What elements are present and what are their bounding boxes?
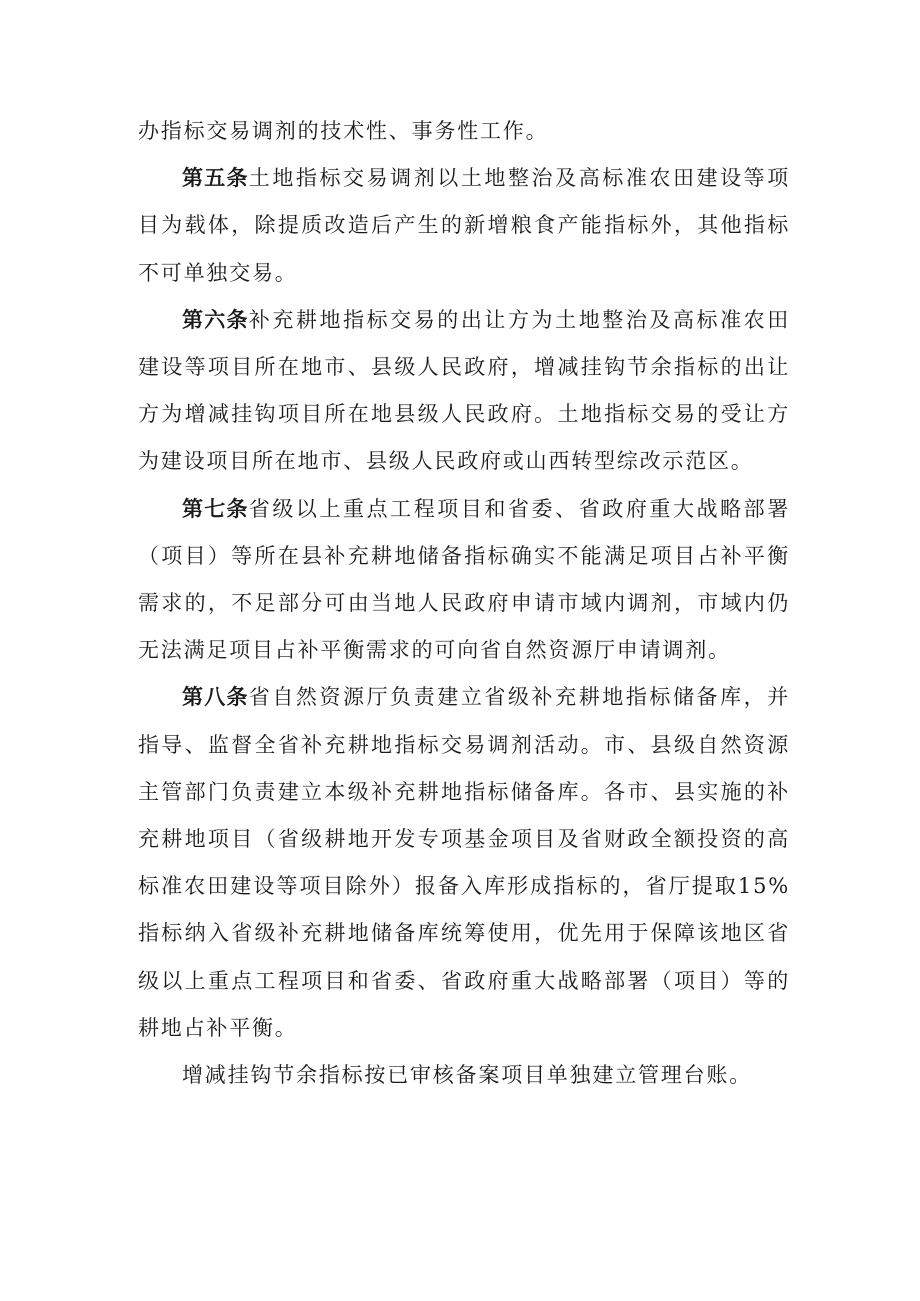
article-7-text: 省级以上重点工程项目和省委、省政府重大战略部署（项目）等所在县补充耕地储备指标确实不能满足项目占补平衡需求的，不足部分可由当地人民政府申请市域内调剂，市域内仍无法满足项目占补平衡需求的可向省自然资源厅申请调剂。: [138, 496, 790, 663]
paragraph-continuation: [138, 108, 790, 155]
article-6: [138, 297, 790, 486]
document-body: [138, 108, 790, 1099]
paragraph-text: 办指标交易调剂的技术性、事务性工作。: [138, 119, 549, 143]
article-8-supplement-text: 增减挂钩节余指标按已审核备案项目单独建立管理台账。: [182, 1063, 752, 1088]
article-5-label: 第五条: [182, 166, 249, 191]
article-6-text: 补充耕地指标交易的出让方为土地整治及高标准农田建设等项目所在地市、县级人民政府，增减挂钩节余指标的出让方为增减挂钩项目所在地县级人民政府。土地指标交易的受让方为建设项目所在地市、县级人民政府或山西转型综改示范区。: [138, 307, 790, 474]
article-5-text: 土地指标交易调剂以土地整治及高标准农田建设等项目为载体，除提质改造后产生的新增粮食产能指标外，其他指标不可单独交易。: [138, 166, 790, 285]
article-8-text: 省自然资源厅负责建立省级补充耕地指标储备库，并指导、监督全省补充耕地指标交易调剂活动。市、县级自然资源主管部门负责建立本级补充耕地指标储备库。各市、县实施的补充耕地项目（省级耕地开发专项基金项目及省财政全额投资的高标准农田建设等项目除外）报备入库形成指标的，省厅提取15%指标纳入省级补充耕地储备库统筹使用，优先用于保障该地区省级以上重点工程项目和省委、省政府重大战略部署（项目）等的耕地占补平衡。: [138, 685, 790, 1040]
article-7-label: 第七条: [182, 496, 249, 521]
article-8-label: 第八条: [182, 685, 249, 710]
article-7: [138, 486, 790, 675]
article-6-label: 第六条: [182, 307, 249, 332]
article-8-supplement: [138, 1052, 790, 1099]
article-8: [138, 674, 790, 1052]
article-5: [138, 155, 790, 297]
